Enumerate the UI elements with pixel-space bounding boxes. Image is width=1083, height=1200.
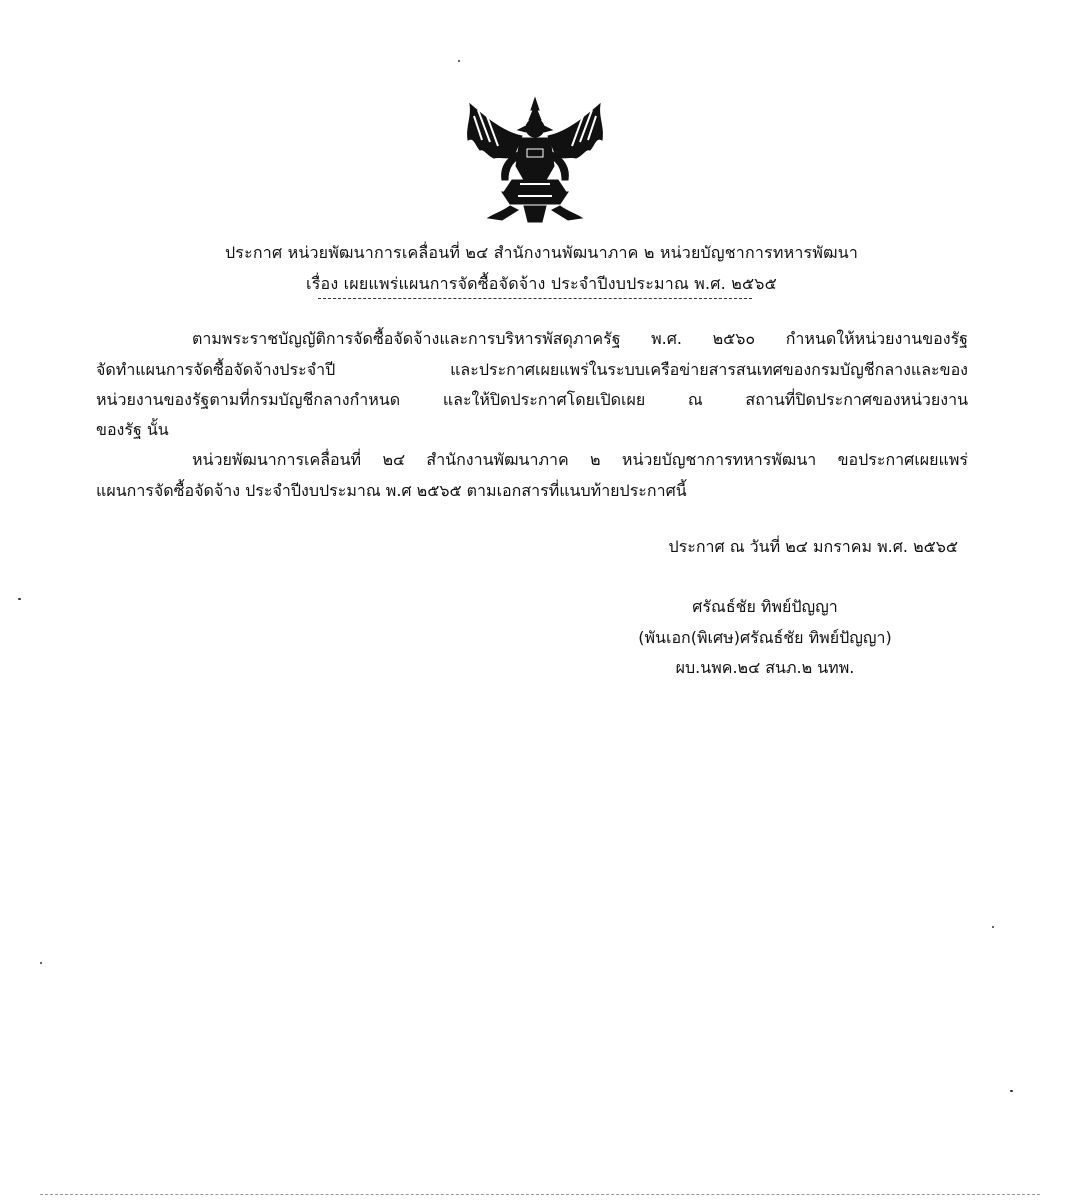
paragraph-1-line-2: จัดทำแผนการจัดซื้อจัดจ้างประจำปี และประกาศเผยแพร่ในระบบเครือข่ายสารสนเทศของกรมบัญชีกลางและของ bbox=[96, 360, 968, 379]
paragraph-1-line-4: ของรัฐ นั้น bbox=[96, 420, 169, 439]
scan-speck bbox=[992, 926, 994, 928]
paragraph-1-line-3: หน่วยงานของรัฐตามที่กรมบัญชีกลางกำหนด และให้ปิดประกาศโดยเปิดเผย ณ สถานที่ปิดประกาศของหน่วยงาน bbox=[96, 390, 968, 409]
scan-bottom-edge bbox=[40, 1194, 1040, 1195]
signature-full-name: (พันเอก(พิเศษ)ศรัณธ์ชัย ทิพย์ปัญญา) bbox=[638, 628, 892, 647]
garuda-emblem-icon bbox=[462, 96, 608, 224]
scan-speck bbox=[458, 60, 460, 62]
paragraph-2-line-2: แผนการจัดซื้อจัดจ้าง ประจำปีงบประมาณ พ.ศ ๒๕๖๕ ตามเอกสารที่แนบท้ายประกาศนี้ bbox=[96, 481, 687, 500]
paragraph-1-line-1: ตามพระราชบัญญัติการจัดซื้อจัดจ้างและการบริหารพัสดุภาครัฐ พ.ศ. ๒๕๖๐ กำหนดให้หน่วยงานของรัฐ bbox=[192, 329, 968, 348]
scan-speck bbox=[18, 598, 21, 600]
title-divider bbox=[318, 298, 752, 299]
announcement-date: ประกาศ ณ วันที่ ๒๔ มกราคม พ.ศ. ๒๕๖๕ bbox=[668, 537, 958, 556]
scan-speck bbox=[1010, 1090, 1013, 1092]
signature-name: ศรัณธ์ชัย ทิพย์ปัญญา bbox=[692, 597, 838, 616]
announcement-subject: เรื่อง เผยแพร่แผนการจัดซื้อจัดจ้าง ประจำปีงบประมาณ พ.ศ. ๒๕๖๕ bbox=[306, 274, 777, 293]
announcement-title: ประกาศ หน่วยพัฒนาการเคลื่อนที่ ๒๔ สำนักงานพัฒนาภาค ๒ หน่วยบัญชาการทหารพัฒนา bbox=[224, 243, 859, 262]
paragraph-2-line-1: หน่วยพัฒนาการเคลื่อนที่ ๒๔ สำนักงานพัฒนาภาค ๒ หน่วยบัญชาการทหารพัฒนา ขอประกาศเผยแพร่ bbox=[192, 450, 968, 469]
signature-position: ผบ.นพค.๒๔ สนภ.๒ นทพ. bbox=[675, 658, 855, 677]
scan-speck bbox=[40, 962, 42, 964]
